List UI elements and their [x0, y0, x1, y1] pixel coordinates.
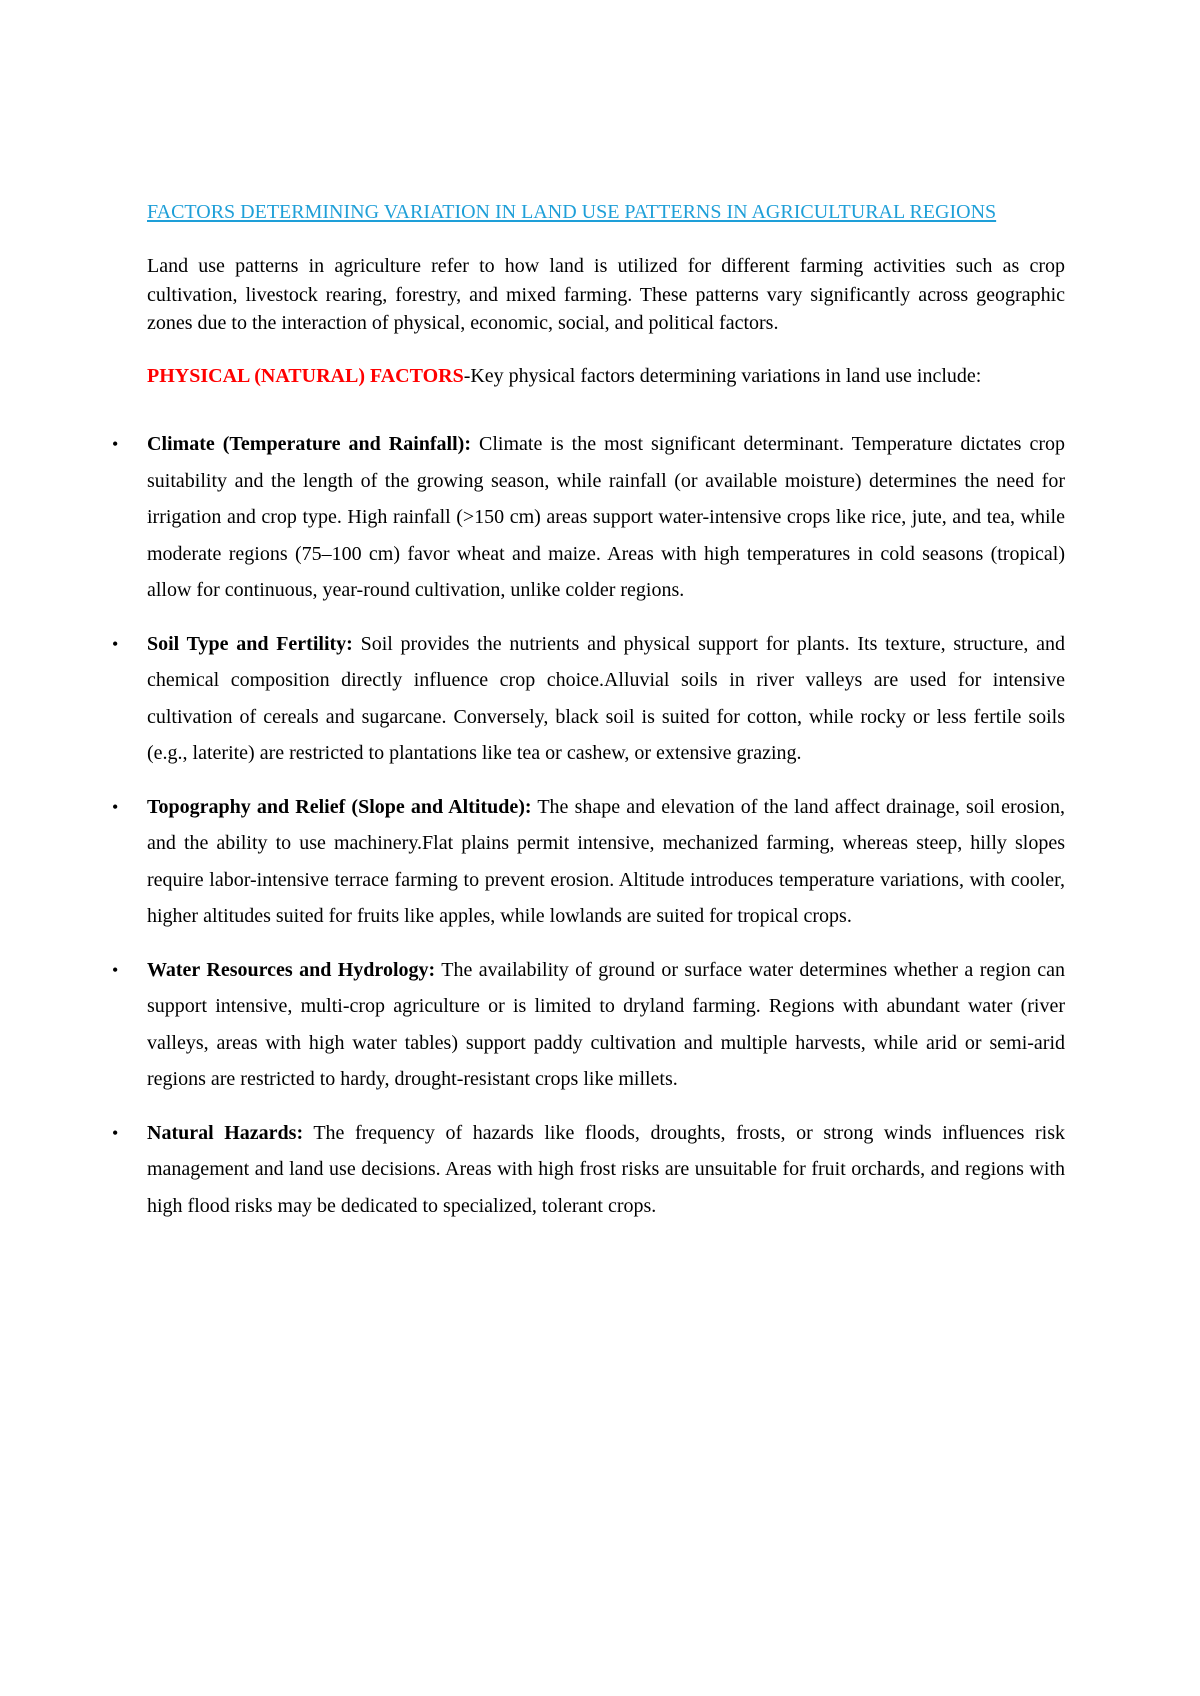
- factor-name: Soil Type and Fertility:: [147, 632, 353, 655]
- list-item: [112, 1115, 1065, 1225]
- factor-name: Climate (Temperature and Rainfall):: [147, 433, 471, 455]
- factor-name: Topography and Relief (Slope and Altitude):: [147, 795, 532, 818]
- factor-list: [112, 426, 1065, 1224]
- physical-factors-paragraph: [147, 362, 1065, 391]
- intro-paragraph: Land use patterns in agriculture refer to how land is utilized for different farming activities such as crop cultivation, livestock rearing, forestry, and mixed farming. These patterns vary significantly across geographic zones due to the interaction of physical, economic, social, and political factors.: [147, 255, 1065, 334]
- document-title: FACTORS DETERMINING VARIATION IN LAND USE PATTERNS IN AGRICULTURAL REGIONS: [147, 201, 997, 223]
- bullet-icon: •: [112, 1122, 119, 1143]
- bullet-icon: •: [112, 796, 119, 817]
- physical-factors-lead: -Key physical factors determining variations in land use include:: [463, 364, 982, 387]
- physical-factors-heading: PHYSICAL (NATURAL) FACTORS: [147, 364, 464, 387]
- factor-text: Climate is the most significant determinant. Temperature dictates crop suitability and the length of the growing season, while rainfall (or available moisture) determines the need for irrigation and crop type. High rainfall (>150 cm) areas support water-intensive crops like rice, jute, and tea, while moderate regions (75–100 cm) favor wheat and maize. Areas with high temperatures in cold seasons (tropical) allow for continuous, year-round cultivation, unlike colder regions.: [147, 433, 1065, 601]
- factor-text: Soil provides the nutrients and physical support for plants. Its texture, structure, and chemical composition directly influence crop choice.Alluvial soils in river valleys are used for intensive cultivation of cereals and sugarcane. Conversely, black soil is suited for cotton, while rocky or less fertile soils (e.g., laterite) are restricted to plantations like tea or cashew, or extensive grazing.: [147, 632, 1065, 764]
- factor-name: Water Resources and Hydrology:: [147, 958, 436, 981]
- bullet-icon: •: [112, 959, 119, 980]
- bullet-icon: •: [112, 434, 119, 454]
- factor-text: The frequency of hazards like floods, droughts, frosts, or strong winds influences risk management and land use decisions. Areas with high frost risks are unsuitable for fruit orchards, and regions with high flood risks may be dedicated to specialized, tolerant crops.: [147, 1121, 1065, 1217]
- list-item: [112, 626, 1065, 772]
- list-item: [112, 426, 1065, 609]
- bullet-icon: •: [112, 633, 119, 654]
- factor-name: Natural Hazards:: [147, 1121, 304, 1144]
- list-item: [112, 952, 1065, 1098]
- document-body: [112, 198, 1065, 1241]
- factor-text: The availability of ground or surface water determines whether a region can support intensive, multi-crop agriculture or is limited to dryland farming. Regions with abundant water (river valleys, areas with high water tables) support paddy cultivation and multiple harvests, while arid or semi-arid regions are restricted to hardy, drought-resistant crops like millets.: [147, 958, 1065, 1090]
- list-item: [112, 789, 1065, 935]
- factor-text: The shape and elevation of the land affect drainage, soil erosion, and the ability to use machinery.Flat plains permit intensive, mechanized farming, whereas steep, hilly slopes require labor-intensive terrace farming to prevent erosion. Altitude introduces temperature variations, with cooler, higher altitudes suited for fruits like apples, while lowlands are suited for tropical crops.: [147, 795, 1065, 927]
